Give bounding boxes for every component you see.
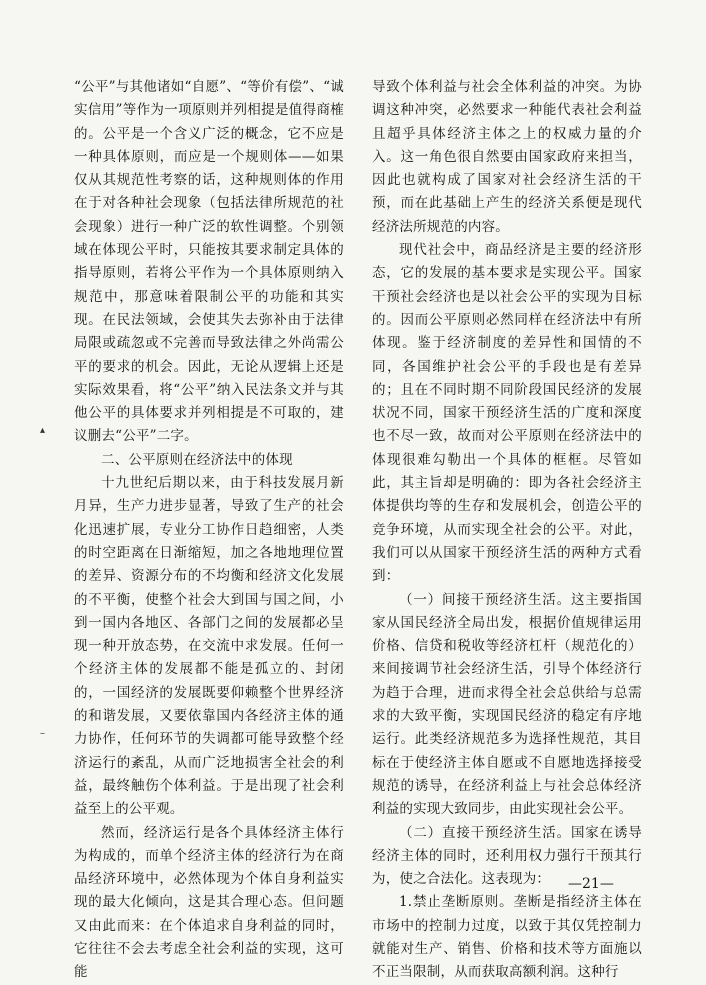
paragraph: 现代社会中，商品经济是主要的经济形态，它的发展的基本要求是实现公平。国家干预社会经济也是以社会公平的实现为目标的。因而公平原则必然同样在经济法中有所体现。鉴于经济制度的差异性和国情的不同，各国维护社会公平的手段也是有差异的；且在不同时期不同阶段国民经济的发展状况不同，国家干预经济生活的广度和深度也不尽一致，故而对公平原则在经济法中的体现很难勾勒出一个具体的框框。尽管如此，其主旨却是明确的：即为各社会经济主体提供均等的生存和发展机会，创造公平的竞争环境，从而实现全社会的公平。对此，我们可以从国家干预经济生活的两种方式看到： — [372, 242, 642, 585]
paragraph: “公平”与其他诸如“自愿”、“等价有偿”、“诚实信用”等作为一项原则并列相提是值得商榷的。公平是一个含义广泛的概念，它不应是一种具体原则，而应是一个规则体——如果仅从其规范性考察的话，这种规则体的作用在于对各种社会现象（包括法律所规范的社会现象）进行一种广泛的软性调整。个别领域在体现公平时，只能按其要求制定具体的指导原则，若将公平作为一个具体原则纳入规范中，那意味着限制公平的功能和其实现。在民法领域，会使其失去弥补由于法律局限或疏忽或不完善而导致法律之外尚需公平的要求的机会。因此，无论从逻辑上还是实际效果看，将“公平”纳入民法条文并与其他公平的具体要求并列相提是不可取的，建议删去“公平”二字。 — [74, 79, 344, 445]
paragraph: （一）间接干预经济生活。这主要指国家从国民经济全局出发，根据价值规律运用价格、信贷和税收等经济杠杆（规范化的）来间接调节社会经济生活，引导个体经济行为趋于合理，进而求得全社会总供给与总需求的大致平衡，实现国民经济的稳定有序地运行。此类经济规范多为选择性规范，其目标在于使经济主体自愿或不自愿地选择接受规范的诱导，在经济利益上与社会总体经济利益的实现大致同步，由此实现社会公平。 — [372, 591, 642, 818]
left-column — [74, 76, 344, 985]
scan-speck: ▴ — [40, 425, 46, 436]
section-heading: 二、公平原则在经济法中的体现 — [101, 451, 293, 468]
paragraph: 然而，经济运行是各个具体经济主体行为构成的，而单个经济主体的经济行为在商品经济环境中，必然体现为个体自身利益实现的最大化倾向，这是其合理心态。但问题又由此而来：在个体追求自身利益的同时，它往往不会去考虑全社会利益的实现，这可能 — [74, 824, 344, 981]
paragraph: （二）直接干预经济生活。国家在诱导经济主体的同时，还利用权力强行干预其行为，使之合法化。这表现为： — [372, 824, 642, 888]
scan-speck: – — [40, 728, 45, 739]
paragraph: 十九世纪后期以来，由于科技发展月新月异，生产力进步显著，导致了生产的社会化迅速扩展，专业分工协作日趋细密，人类的时空距离在日渐缩短，加之各地地理位置的差异、资源分布的不均衡和经济文化发展的不平衡，使整个社会大到国与国之间，小到一国内各地区、各部门之间的发展都必呈现一种开放态势，在交流中求发展。任何一个经济主体的发展都不能是孤立的、封闭的，一国经济的发展既要仰赖整个世界经济的和谐发展，又要依靠国内各经济主体的通力协作，任何环节的失调都可能导致整个经济运行的紊乱，从而广泛地损害全社会的利益，最终触伤个体利益。于是出现了社会利益至上的公平观。 — [74, 475, 344, 818]
paragraph: 1.禁止垄断原则。垄断是指经济主体在市场中的控制力过度，以致于其仅凭控制力就能对生产、销售、价格和技术等方面施以不正当限制，从而获取高额利润。这种行 — [372, 894, 642, 981]
paragraph: 导致个体利益与社会全体利益的冲突。为协调这种冲突，必然要求一种能代表社会利益且超乎具体经济主体之上的权威力量的介入。这一角色很自然要由国家政府来担当，因此也就构成了国家对社会经济生活的干预，而在此基础上产生的经济关系便是现代经济法所规范的内容。 — [372, 79, 642, 235]
page-number: —21— — [568, 876, 614, 892]
right-column — [372, 76, 642, 985]
